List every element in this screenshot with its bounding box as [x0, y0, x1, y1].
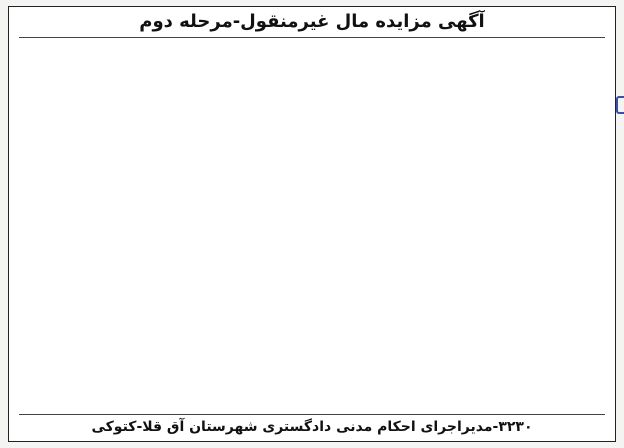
notice-body: [19, 40, 605, 412]
notice-title: آگهی مزایده مال غیرمنقول-مرحله دوم: [19, 9, 605, 38]
auction-notice: [8, 6, 616, 442]
notice-signature: ۳۲۳۰-مدیراجرای احکام مدنی دادگستری شهرستان آق قلا-کتوکی: [19, 414, 605, 437]
edge-bracket-mark: [616, 96, 624, 114]
